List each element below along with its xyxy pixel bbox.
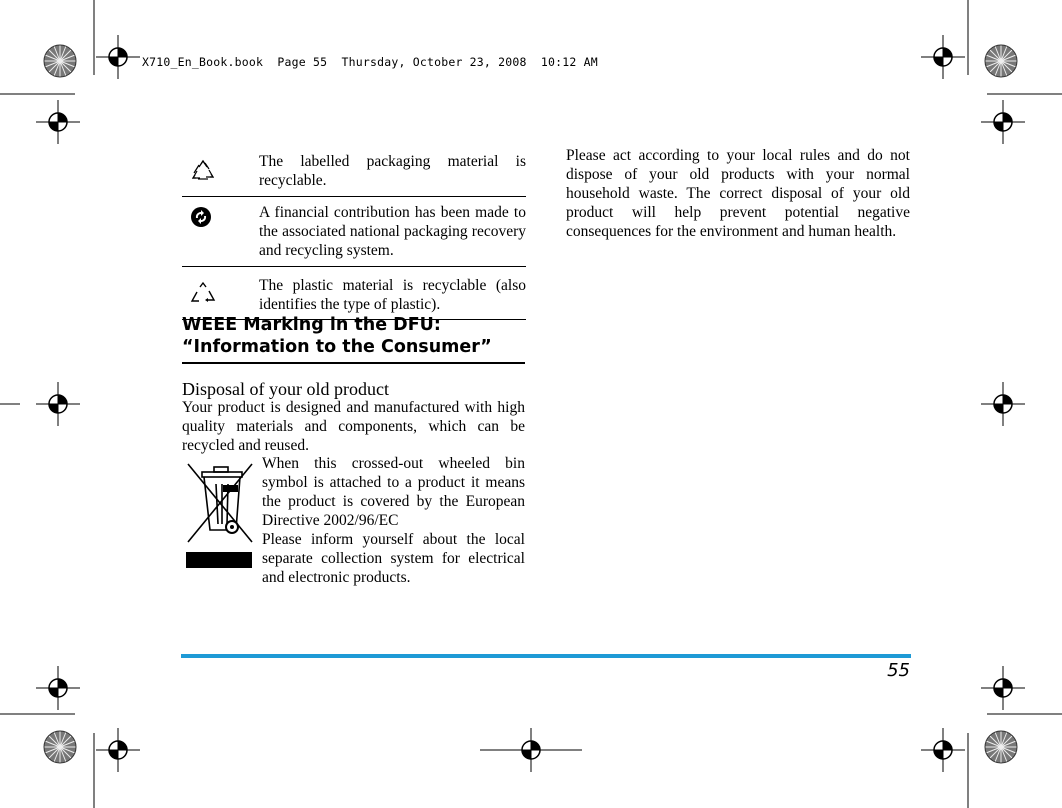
bin-paragraph-1: When this crossed-out wheeled bin symbol is attached to a product it means the product is covered by the European Directive 2002/96/EC [262,455,525,529]
color-bar-star-icon [44,45,76,77]
symbol-row-plastic [182,267,526,320]
page-number: 55 [887,660,910,681]
weee-heading-line1: WEEE Marking in the DFU: [182,315,441,335]
symbol-text: The plastic material is recyclable (also identifies the type of plastic). [259,277,526,313]
registration-mark-icon [96,35,140,79]
disposal-subheading: Disposal of your old product [182,379,389,399]
symbol-row-green-dot [182,197,526,267]
disposal-advice-paragraph: Please act according to your local rules and do not dispose of your old products with your normal household waste. The correct disposal of your old product will help prevent potential negative consequences for the environment and human health. [566,147,910,240]
intro-paragraph: Your product is designed and manufactured with high quality materials and components, which can be recycled and reused. [182,399,525,454]
green-dot-icon [190,206,212,228]
footer-rule [181,654,911,658]
symbol-text: The labelled packaging material is recyclable. [259,153,526,189]
print-slug: X710_En_Book.book Page 55 Thursday, October 23, 2008 10:12 AM [142,55,598,69]
weee-heading [182,314,525,364]
packaging-symbols-table [182,143,526,320]
plastic-recycle-icon [190,281,216,305]
recycle-symbol-icon [190,158,216,184]
weee-heading-line2: “Information to the Consumer” [182,337,492,357]
symbol-row-recyclable [182,143,526,197]
symbol-text: A financial contribution has been made to the associated national packaging recovery and recycling system. [259,204,526,259]
bin-paragraph-2: Please inform yourself about the local separate collection system for electrical and electronic products. [262,531,525,586]
crossed-out-wheeled-bin-icon [186,462,254,570]
bin-description [262,454,525,587]
